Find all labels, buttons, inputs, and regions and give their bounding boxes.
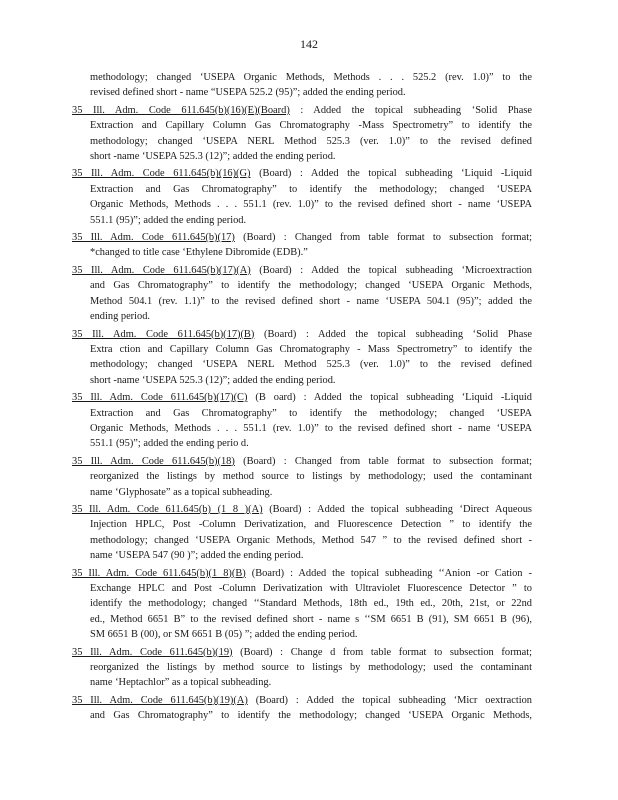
entry-first-line	[72, 263, 532, 278]
entry-line: Exchange HPLC and Post -Column Derivatization with Ultraviolet Fluorescence Detector ” to	[90, 583, 532, 594]
entry-line: methodology; changed ‘USEPA Organic Methods, Methods . . . 525.2 (rev. 1.0)” to the	[90, 72, 532, 83]
document-entry	[72, 566, 532, 643]
entry-line: Injection HPLC, Post -Column Derivatization, and Fluorescence Detection ” to identify the	[90, 519, 532, 531]
entry-line: (Board) : Added the topical subheading ‘Direct Aqueous	[269, 503, 532, 515]
entry-line: and Gas Chromatography” to identify the methodology; changed ‘USEPA Organic Methods,	[90, 710, 532, 722]
entry-first-line	[72, 166, 532, 181]
entry-line: Extraction and Capillary Column Gas Chromatography -Mass Spectrometry” to identify the	[90, 120, 532, 132]
document-entry	[72, 263, 532, 325]
code-citation: 35 Ill. Adm. Code 611.645(b) (1 8 )(A)	[72, 503, 263, 515]
entry-line: Extraction and Gas Chromatography” to identify the methodology; changed ‘USEPA	[90, 183, 532, 195]
entry-line: *changed to title case ‘Ethylene Dibromide (EDB).”	[90, 247, 308, 259]
entry-line: ed., Method 6651 B” to the revised defined short - name s ‘‘SM 6651 B (91), SM 6651 B (96),	[90, 613, 532, 625]
document-entry	[72, 693, 532, 724]
entry-line: Extra ction and Capillary Column Gas Chromatography - Mass Spectrometry” to identify the	[90, 343, 532, 355]
page-number: 142	[300, 37, 318, 51]
entry-line: and Gas Chromatography” to identify the methodology; changed ‘USEPA Organic Methods,	[90, 280, 532, 292]
code-citation: 35 Ill. Adm. Code 611.645(b)(16)(E)(Board)	[72, 104, 290, 116]
document-entry	[72, 390, 532, 452]
document-entry	[72, 502, 532, 564]
entry-first-line	[72, 502, 532, 517]
code-citation: 35 Ill. Adm. Code 611.645(b)(17)(C)	[72, 392, 248, 404]
document-entry	[72, 70, 532, 101]
entry-line: Organic Methods, Methods . . . 551.1 (rev. 1.0)” to the revised defined short - name ‘USEPA	[90, 422, 532, 434]
entry-line: (B oard) : Added the topical subheading ‘Liquid -Liquid	[255, 392, 532, 404]
entry-line: methodology; changed ‘USEPA Organic Methods, Method 547 ” to the revised defined short -	[90, 534, 532, 546]
entry-line: (Board) : Change d from table format to subsection format;	[240, 646, 532, 658]
entry-line: Method 504.1 (rev. 1.1)” to the revised defined short - name ‘USEPA 504.1 (95)”; added the	[90, 295, 532, 307]
entry-line: 551.1 (95)”; added the ending perio d.	[90, 438, 249, 450]
document-entry	[72, 645, 532, 691]
entry-line: short -name ‘USEPA 525.3 (12)”; added the ending period.	[90, 151, 336, 163]
code-citation: 35 Ill. Adm. Code 611.645(b)(17)(B)	[72, 328, 255, 340]
entry-line: ending period.	[90, 311, 151, 323]
code-citation: 35 Ill. Adm. Code 611.645(b)(16)(G)	[72, 168, 251, 180]
entry-line: : Added the topical subheading ‘Solid Phase	[300, 104, 532, 116]
entry-line: methodology; changed ‘USEPA NERL Method 525.3 (ver. 1.0)” to the revised defined	[90, 359, 532, 371]
document-entry	[72, 166, 532, 228]
entry-line: (Board) : Added the topical subheading ‘Liquid -Liquid	[259, 168, 533, 180]
entry-line: Extraction and Gas Chromatography” to identify the methodology; changed ‘USEPA	[90, 407, 532, 419]
entry-line: (Board) : Changed from table format to subsection format;	[243, 232, 532, 244]
entry-line: identify the methodology; changed ‘‘Standard Methods, 18th ed., 19th ed., 20th, 21st, or 22nd	[90, 598, 532, 610]
entry-line: name ‘USEPA 547 (90 )”; added the ending period.	[90, 550, 304, 562]
document-entry	[72, 103, 532, 165]
code-citation: 35 Ill. Adm. Code 611.645(b)(17)	[72, 232, 235, 244]
entry-line: (Board) : Changed from table format to subsection format;	[243, 455, 532, 467]
code-citation: 35 Ill. Adm. Code 611.645(b)(19)(A)	[72, 694, 248, 706]
entry-first-line	[72, 230, 532, 245]
document-entry	[72, 327, 532, 389]
code-citation: 35 Ill. Adm. Code 611.645(b)(1 8)(B)	[72, 567, 246, 579]
entry-line: name ‘Heptachlor” as a topical subheading.	[90, 677, 272, 689]
entry-line: Organic Methods, Methods . . . 551.1 (rev. 1.0)” to the revised defined short - name ‘USEPA	[90, 199, 532, 211]
entry-line: reorganized the listings by method source to listings by methodology; used the contaminant	[90, 662, 532, 674]
entry-line: SM 6651 B (00), or SM 6651 B (05) ”; added the ending period.	[90, 629, 358, 641]
entry-first-line	[72, 566, 532, 581]
entry-line: (Board) : Added the topical subheading ‘Micr oextraction	[255, 694, 533, 706]
entry-first-line	[72, 454, 532, 469]
entry-first-line	[72, 390, 532, 405]
entry-line: name ‘Glyphosate” as a topical subheading.	[90, 486, 273, 498]
entry-first-line	[72, 327, 532, 342]
document-body	[72, 70, 532, 726]
entry-first-line	[72, 103, 532, 118]
code-citation: 35 Ill. Adm. Code 611.645(b)(17)(A)	[72, 264, 251, 276]
entry-line: (Board) : Added the topical subheading ‘Solid Phase	[264, 328, 533, 340]
entry-line: methodology; changed ‘USEPA NERL Method 525.3 (ver. 1.0)” to the revised defined	[90, 135, 532, 147]
code-citation: 35 Ill. Adm. Code 611.645(b)(19)	[72, 646, 233, 658]
entry-line: short -name ‘USEPA 525.3 (12)”; added the ending period.	[90, 374, 336, 386]
entry-line: (Board) : Added the topical subheading ‘‘Anion -or Cation -	[251, 567, 532, 579]
entry-first-line	[72, 645, 532, 660]
entry-line: 551.1 (95)”; added the ending period.	[90, 214, 247, 226]
entry-line: revised defined short - name “USEPA 525.2 (95)”; added the ending period.	[90, 87, 406, 99]
document-entry	[72, 230, 532, 261]
document-entry	[72, 454, 532, 500]
entry-line: reorganized the listings by method source to listings by methodology; used the contaminant	[90, 471, 532, 483]
code-citation: 35 Ill. Adm. Code 611.645(b)(18)	[72, 455, 235, 467]
entry-line: (Board) : Added the topical subheading ‘Microextraction	[259, 264, 532, 276]
entry-first-line	[72, 693, 532, 708]
